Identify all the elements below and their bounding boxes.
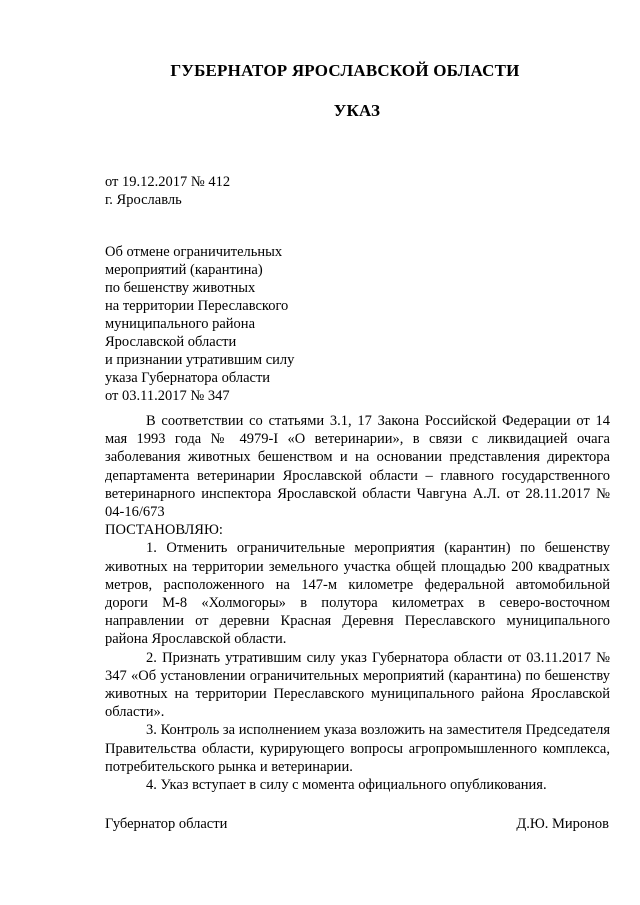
date-number: от 19.12.2017 № 412 bbox=[105, 174, 231, 190]
signatory-position: Губернатор области bbox=[105, 816, 228, 832]
subject-line: от 03.11.2017 № 347 bbox=[105, 388, 230, 404]
decree-body bbox=[105, 412, 610, 794]
decree-item-4: 4. Указ вступает в силу с момента официального опубликования. bbox=[146, 777, 547, 794]
decree-item-3: 3. Контроль за исполнением указа возложить на заместителя Председателя Правительства области, курирующего вопросы агропромышленного комплекса, потребительского рынка и ветеринарии. bbox=[105, 722, 610, 775]
subject-line: муниципального района bbox=[105, 316, 255, 332]
signatory-name: Д.Ю. Миронов bbox=[516, 816, 609, 832]
preamble-paragraph: В соответствии со статьями 3.1, 17 Закона Российской Федерации от 14 мая 1993 года № 4979-I «О ветеринарии», в связи с ликвидацией очага заболевания животных бешенством и на основании представления директора департамента ветеринарии Ярославской области – главного государственного ветеринарного инспектора Ярославской области Чавгуна А.Л. от 28.11.2017 № 04-16/673 bbox=[105, 413, 610, 521]
subject-line: мероприятий (карантина) bbox=[105, 262, 263, 278]
subject-line: по бешенству животных bbox=[105, 280, 256, 296]
subject-line: на территории Переславского bbox=[105, 298, 289, 314]
subject-line: указа Губернатора области bbox=[105, 370, 271, 386]
subject-line: Ярославской области bbox=[105, 334, 237, 350]
decree-item-2: 2. Признать утратившим силу указ Губернатора области от 03.11.2017 № 347 «Об установлении ограничительных мероприятий (карантина) по бешенству животных на территории Переславского муниципального района Ярославской области». bbox=[105, 649, 610, 721]
subject-line: и признании утратившим силу bbox=[105, 352, 295, 368]
city: г. Ярославль bbox=[105, 192, 182, 208]
decree-word: ПОСТАНОВЛЯЮ: bbox=[105, 522, 223, 539]
subject-line: Об отмене ограничительных bbox=[105, 244, 283, 260]
document-type-heading: УКАЗ bbox=[333, 101, 381, 120]
issuer-heading: ГУБЕРНАТОР ЯРОСЛАВСКОЙ ОБЛАСТИ bbox=[170, 61, 520, 80]
decree-item-1: 1. Отменить ограничительные мероприятия (карантин) по бешенству животных на территории земельного участка общей площадью 200 квадратных метров, расположенного на 147-м километре федеральной автомобильной дороги М-8 «Холмогоры» в полутора километрах в северо-восточном направлении от деревни Красная Деревня Переславского муниципального района Ярославской области. bbox=[105, 540, 610, 648]
